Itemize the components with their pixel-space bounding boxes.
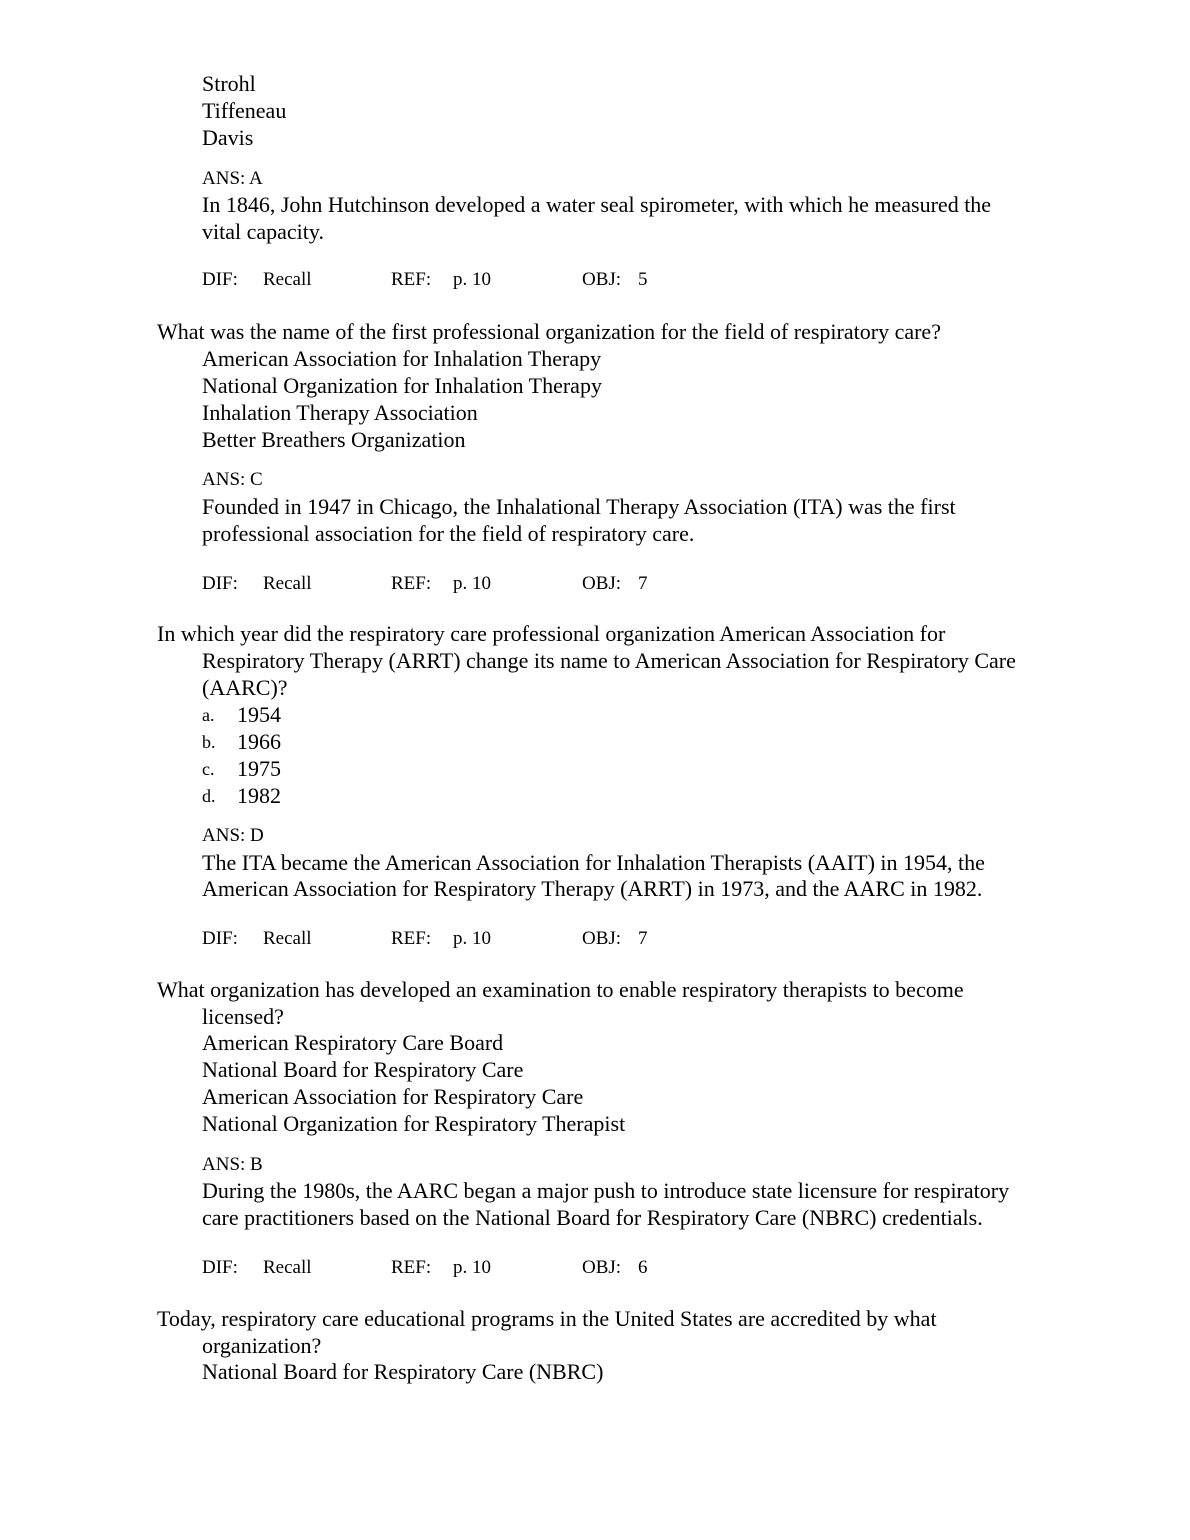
question-text: licensed?: [202, 1004, 284, 1029]
option-text: Strohl: [202, 71, 256, 96]
obj-value: 6: [638, 1257, 648, 1278]
question-text: Today, respiratory care educational programs in the United States are accredited by what: [157, 1306, 937, 1331]
dif-value: Recall: [263, 1257, 312, 1278]
option-text: Better Breathers Organization: [202, 427, 466, 452]
option-text: National Organization for Inhalation Therapy: [202, 373, 602, 398]
answer-key: ANS: A: [202, 168, 263, 189]
answer-key: ANS: C: [202, 469, 263, 490]
option-text: 1954: [237, 702, 281, 727]
option-text: 1966: [237, 729, 281, 754]
option-text: American Association for Respiratory Care: [202, 1084, 584, 1109]
dif-label: DIF:: [202, 573, 238, 594]
question-text: What organization has developed an examination to enable respiratory therapists to become: [157, 977, 964, 1002]
obj-value: 5: [638, 269, 648, 290]
dif-label: DIF:: [202, 269, 238, 290]
ref-label: REF:: [391, 573, 432, 594]
dif-value: Recall: [263, 269, 312, 290]
rationale-text: American Association for Respiratory Therapy (ARRT) in 1973, and the AARC in 1982.: [202, 876, 983, 901]
obj-value: 7: [638, 573, 648, 594]
ref-value: p. 10: [453, 573, 491, 594]
option-text: National Board for Respiratory Care: [202, 1057, 524, 1082]
option-text: Inhalation Therapy Association: [202, 400, 478, 425]
obj-label: OBJ:: [582, 928, 622, 949]
question-text: organization?: [202, 1333, 322, 1358]
option-text: 1982: [237, 783, 281, 808]
rationale-text: Founded in 1947 in Chicago, the Inhalational Therapy Association (ITA) was the first: [202, 494, 956, 519]
rationale-text: The ITA became the American Association for Inhalation Therapists (AAIT) in 1954, the: [202, 850, 985, 875]
dif-label: DIF:: [202, 1257, 238, 1278]
dif-value: Recall: [263, 928, 312, 949]
rationale-text: During the 1980s, the AARC began a major push to introduce state licensure for respiratory: [202, 1178, 1010, 1203]
question-text: Respiratory Therapy (ARRT) change its name to American Association for Respiratory Care: [202, 648, 1016, 673]
option-letter: d.: [202, 786, 216, 806]
answer-key: ANS: D: [202, 825, 264, 846]
obj-value: 7: [638, 928, 648, 949]
option-text: American Respiratory Care Board: [202, 1030, 504, 1055]
rationale-text: professional association for the field of respiratory care.: [202, 521, 695, 546]
rationale-text: In 1846, John Hutchinson developed a water seal spirometer, with which he measured the: [202, 192, 992, 217]
ref-label: REF:: [391, 1257, 432, 1278]
option-text: National Organization for Respiratory Therapist: [202, 1111, 626, 1136]
option-text: Tiffeneau: [202, 98, 287, 123]
question-text: What was the name of the first professional organization for the field of respiratory care?: [157, 319, 941, 344]
option-text: Davis: [202, 125, 254, 150]
ref-label: REF:: [391, 269, 432, 290]
ref-value: p. 10: [453, 269, 491, 290]
option-text: 1975: [237, 756, 281, 781]
ref-value: p. 10: [453, 928, 491, 949]
rationale-text: care practitioners based on the National Board for Respiratory Care (NBRC) credentials.: [202, 1205, 983, 1230]
ref-label: REF:: [391, 928, 432, 949]
option-letter: a.: [202, 705, 215, 725]
dif-label: DIF:: [202, 928, 238, 949]
option-text: American Association for Inhalation Therapy: [202, 346, 602, 371]
ref-value: p. 10: [453, 1257, 491, 1278]
rationale-text: vital capacity.: [202, 219, 324, 244]
obj-label: OBJ:: [582, 1257, 622, 1278]
option-text: National Board for Respiratory Care (NBRC): [202, 1359, 604, 1384]
question-text: In which year did the respiratory care professional organization American Association for: [157, 621, 946, 646]
answer-key: ANS: B: [202, 1154, 263, 1175]
obj-label: OBJ:: [582, 269, 622, 290]
option-letter: b.: [202, 732, 216, 752]
dif-value: Recall: [263, 573, 312, 594]
option-letter: c.: [202, 759, 215, 779]
question-text: (AARC)?: [202, 675, 288, 700]
obj-label: OBJ:: [582, 573, 622, 594]
